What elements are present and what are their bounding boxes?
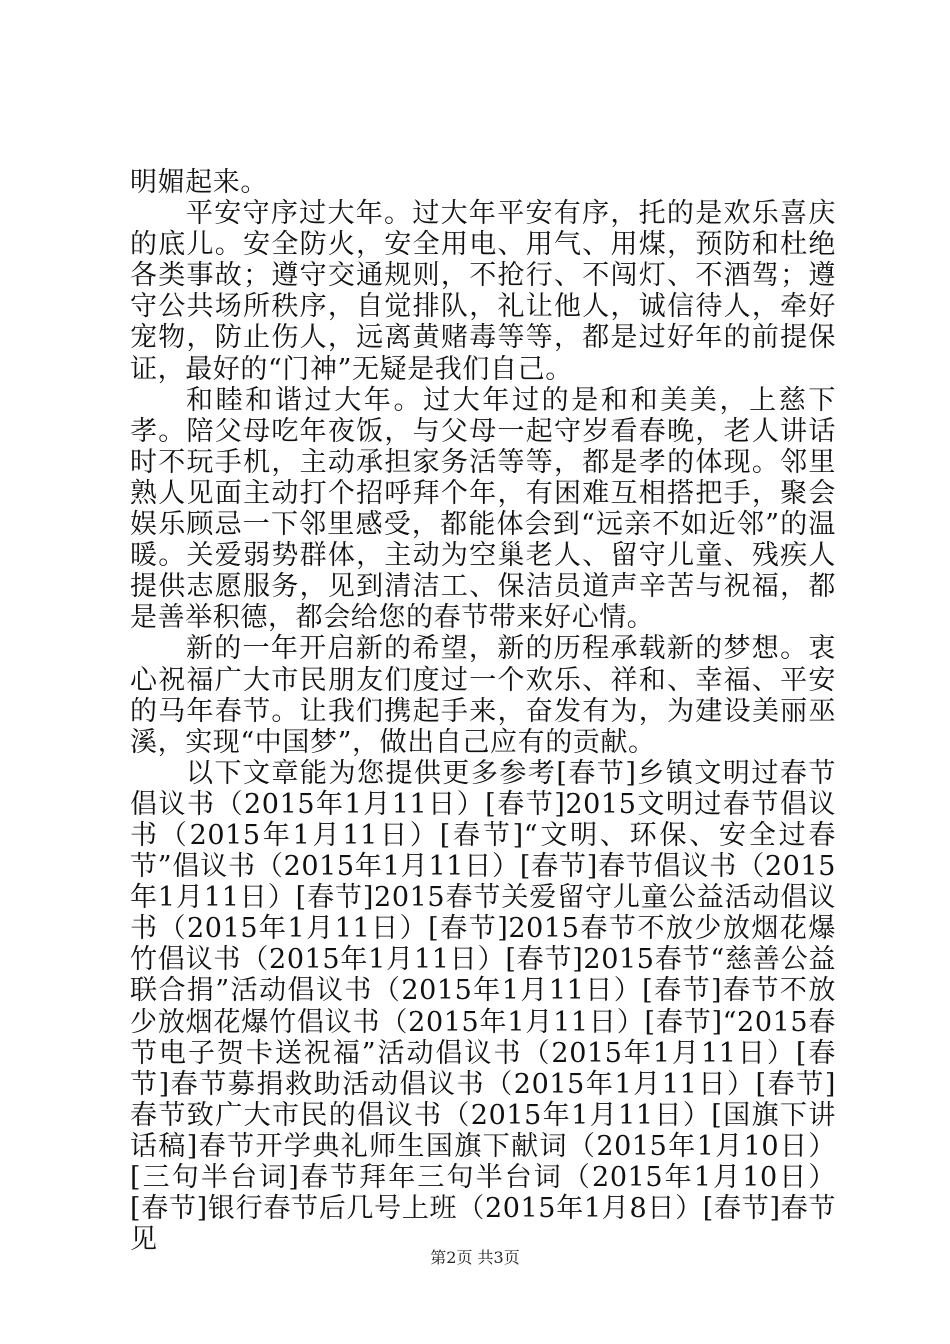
paragraph-blessing: 新的一年开启新的希望，新的历程承载新的梦想。衷心祝福广大市民朋友们度过一个欢乐、祥和、幸福、平安的马年春节。让我们携起手来，奋发有为，为建设美丽巫溪，实现“中国梦”，做出自己应有的贡献。 — [130, 633, 836, 758]
paragraph-safety: 平安守序过大年。过大年平安有序，托的是欢乐喜庆的底儿。安全防火，安全用电、用气、用煤，预防和杜绝各类事故；遵守交通规则，不抢行、不闯灯、不酒驾；遵守公共场所秩序，自觉排队，礼让他人，诚信待人，牵好宠物，防止伤人，远离黄赌毒等等，都是过好年的前提保证，最好的“门神”无疑是我们自己。 — [130, 198, 836, 385]
page-footer: 第2页 共3页 — [430, 1248, 520, 1267]
paragraph-related-articles: 以下文章能为您提供更多参考[春节]乡镇文明过春节倡议书（2015年1月11日）[春节]2015文明过春节倡议书（2015年1月11日）[春节]“文明、环保、安全过春节”倡议书（2015年1月11日）[春节]春节倡议书（2015年1月11日）[春节]2015春节关爱留守儿童公益活动倡议书（2015年1月11日）[春节]2015春节不放少放烟花爆竹倡议书（2015年1月11日）[春节]2015春节“慈善公益联合捐”活动倡议书（2015年1月11日）[春节]春节不放少放烟花爆竹倡议书（2015年1月11日）[春节]“2015春节电子贺卡送祝福”活动倡议书（2015年1月11日）[春节]春节募捐救助活动倡议书（2015年1月11日）[春节]春节致广大市民的倡议书（2015年1月11日）[国旗下讲话稿]春节开学典礼师生国旗下献词（2015年1月10日）[三句半台词]春节拜年三句半台词（2015年1月10日）[春节]银行春节后几号上班（2015年1月8日）[春节]春节见 — [130, 757, 836, 1256]
document-body — [130, 167, 836, 1255]
paragraph-continuation: 明媚起来。 — [130, 167, 268, 198]
paragraph-harmony: 和睦和谐过大年。过大年过的是和和美美，上慈下孝。陪父母吃年夜饭，与父母一起守岁看春晚，老人讲话时不玩手机，主动承担家务活等等，都是孝的体现。邻里熟人见面主动打个招呼拜个年，有困难互相搭把手，聚会娱乐顾忌一下邻里感受，都能体会到“远亲不如近邻”的温暖。关爱弱势群体，主动为空巢老人、留守儿童、残疾人提供志愿服务，见到清洁工、保洁员道声辛苦与祝福，都是善举积德，都会给您的春节带来好心情。 — [130, 384, 836, 634]
